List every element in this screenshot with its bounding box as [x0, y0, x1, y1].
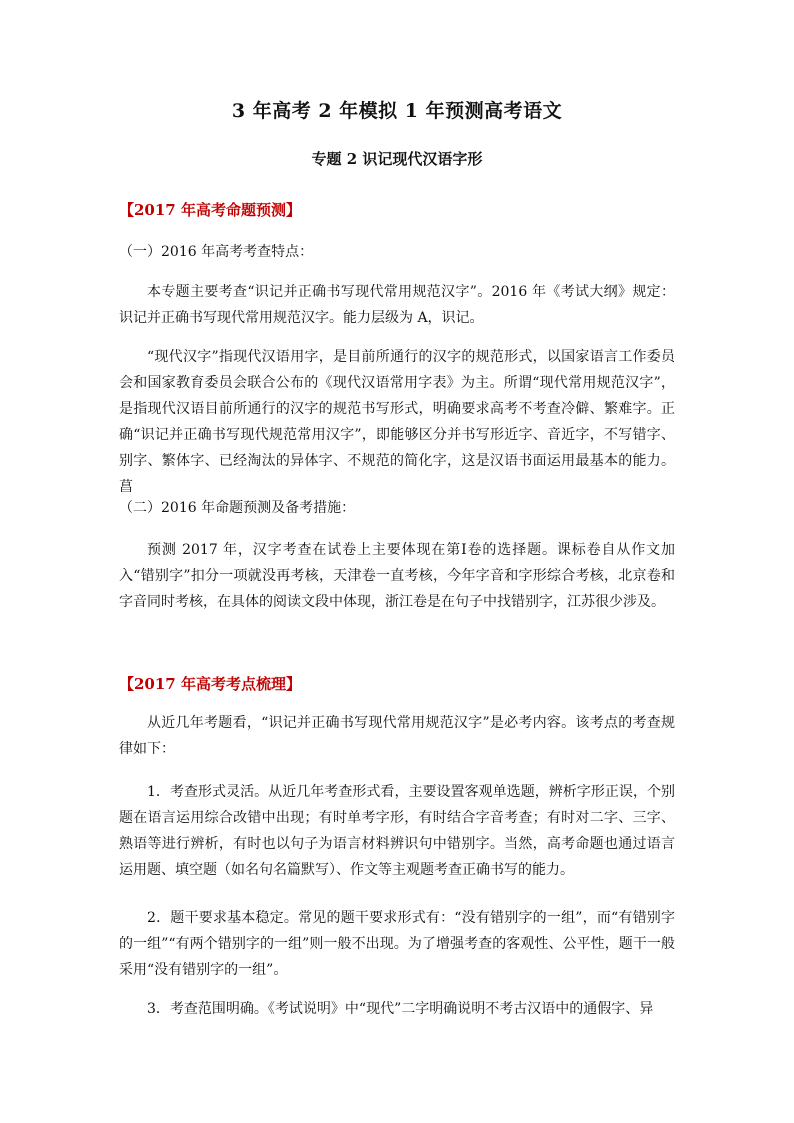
doc-title: 3 年高考 2 年模拟 1 年预测高考语文	[231, 100, 563, 122]
section-heading-review: 【2017 年高考考点梳理】	[119, 675, 301, 693]
subsection-label-features: （一）2016 年高考考查特点：	[119, 244, 314, 260]
paragraph: 3．考查范围明确。《考试说明》中“现代”二字明确说明不考古汉语中的通假字、异	[147, 1001, 654, 1017]
paragraph: 本专题主要考查“识记并正确书写现代常用规范汉字”。2016 年《考试大纲》规定：识记并正确书写现代常用规范汉字。能力层级为 A，识记。	[119, 284, 675, 326]
paragraph: 2．题干要求基本稳定。常见的题干要求形式有：“没有错别字的一组”，而“有错别字的一组”“有两个错别字的一组”则一般不出现。为了增强考查的客观性、公平性，题干一般采用“没有错别字的一组”。	[119, 910, 675, 978]
paragraph: 从近几年考题看，“识记并正确书写现代常用规范汉字”是必考内容。该考点的考查规律如下：	[119, 715, 675, 757]
paragraph: 预测 2017 年，汉字考查在试卷上主要体现在第Ⅰ卷的选择题。课标卷自从作文加入“错别字”扣分一项就没再考核，天津卷一直考核，今年字音和字形综合考核，北京卷和字音同时考核，在具体的阅读文段中体现，浙江卷是在句子中找错别字，江苏很少涉及。	[119, 542, 675, 610]
subsection-label-forecast: （二）2016 年命题预测及备考措施：	[119, 500, 356, 516]
paragraph: “现代汉字”指现代汉语用字，是目前所通行的汉字的规范形式，以国家语言工作委员会和国家教育委员会联合公布的《现代汉语常用字表》为主。所谓“现代常用规范汉字”，是指现代汉语目前所通行的汉字的规范书写形式，明确要求高考不考查冷僻、繁难字。正确“识记并正确书写现代规范常用汉字”，即能够区分并书写形近字、音近字，不写错字、别字、繁体字、已经淘汰的异体字、不规范的简化字，这是汉语书面运用最基本的能力。菖	[119, 349, 675, 495]
section-heading-prediction: 【2017 年高考命题预测】	[119, 201, 301, 219]
paragraph: 1．考查形式灵活。从近几年考查形式看，主要设置客观单选题，辨析字形正误，个别题在语言运用综合改错中出现；有时单考字形，有时结合字音考查；有时对二字、三字、熟语等进行辨析，有时也以句子为语言材料辨识句中错别字。当然，高考命题也通过语言运用题、填空题（如名句名篇默写）、作文等主观题考查正确书写的能力。	[119, 784, 675, 878]
doc-subtitle: 专题 2 识记现代汉语字形	[311, 150, 483, 168]
